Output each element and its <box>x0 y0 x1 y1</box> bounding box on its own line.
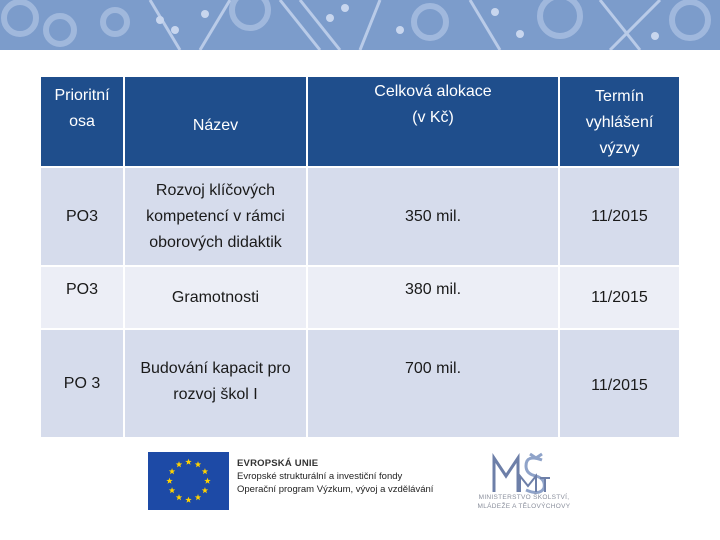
eu-star-icon <box>185 497 191 503</box>
eu-logo-text <box>237 457 433 496</box>
eu-star-icon <box>169 468 175 474</box>
msmt-logo-line2: MLÁDEŽE A TĚLOVÝCHOVY <box>477 503 571 510</box>
table-row-3-axis: PO 3 <box>41 330 123 437</box>
table-row-2-allocation: 380 mil. <box>308 267 558 328</box>
table-row-3-name: Budování kapacit pro rozvoj škol I <box>125 330 306 437</box>
msmt-logo-line1: MINISTERSTVO ŠKOLSTVÍ, <box>478 494 570 501</box>
decorative-banner <box>0 0 720 50</box>
eu-star-icon <box>195 494 201 500</box>
table-row-3-allocation: 700 mil. <box>308 330 558 437</box>
eu-star-icon <box>166 478 172 484</box>
header-priority-axis: Prioritní osa <box>41 77 123 166</box>
eu-logo-line1: EVROPSKÁ UNIE <box>237 458 319 469</box>
eu-star-icon <box>176 494 182 500</box>
eu-flag-icon <box>148 452 229 510</box>
eu-star-icon <box>185 459 191 465</box>
eu-star-icon <box>204 478 210 484</box>
table-row-1-name: Rozvoj klíčových kompetencí v rámci oborových didaktik <box>125 168 306 265</box>
eu-star-icon <box>195 461 201 467</box>
banner-pattern-icon <box>0 0 720 50</box>
eu-star-icon <box>169 487 175 493</box>
table-row-1-axis: PO3 <box>41 168 123 265</box>
msmt-logo-icon <box>490 452 550 497</box>
eu-logo-line3: Operační program Výzkum, vývoj a vzdělávání <box>237 484 434 495</box>
table-row-1-deadline: 11/2015 <box>560 168 679 265</box>
eu-logo-line2: Evropské strukturální a investiční fondy <box>237 471 403 482</box>
allocation-table <box>41 77 679 437</box>
table-row-3-deadline: 11/2015 <box>560 330 679 437</box>
table-row-2-axis: PO3 <box>41 267 123 328</box>
msmt-logo-text <box>470 493 578 511</box>
header-deadline: Termín vyhlášení výzvy <box>560 77 679 166</box>
eu-star-icon <box>202 468 208 474</box>
eu-star-icon <box>176 461 182 467</box>
eu-star-icon <box>202 487 208 493</box>
header-name: Název <box>125 77 306 166</box>
header-allocation: Celková alokace (v Kč) <box>308 77 558 166</box>
table-row-2-name: Gramotnosti <box>125 267 306 328</box>
table-row-1-allocation: 350 mil. <box>308 168 558 265</box>
eu-stars-icon <box>148 452 229 510</box>
table-row-2-deadline: 11/2015 <box>560 267 679 328</box>
